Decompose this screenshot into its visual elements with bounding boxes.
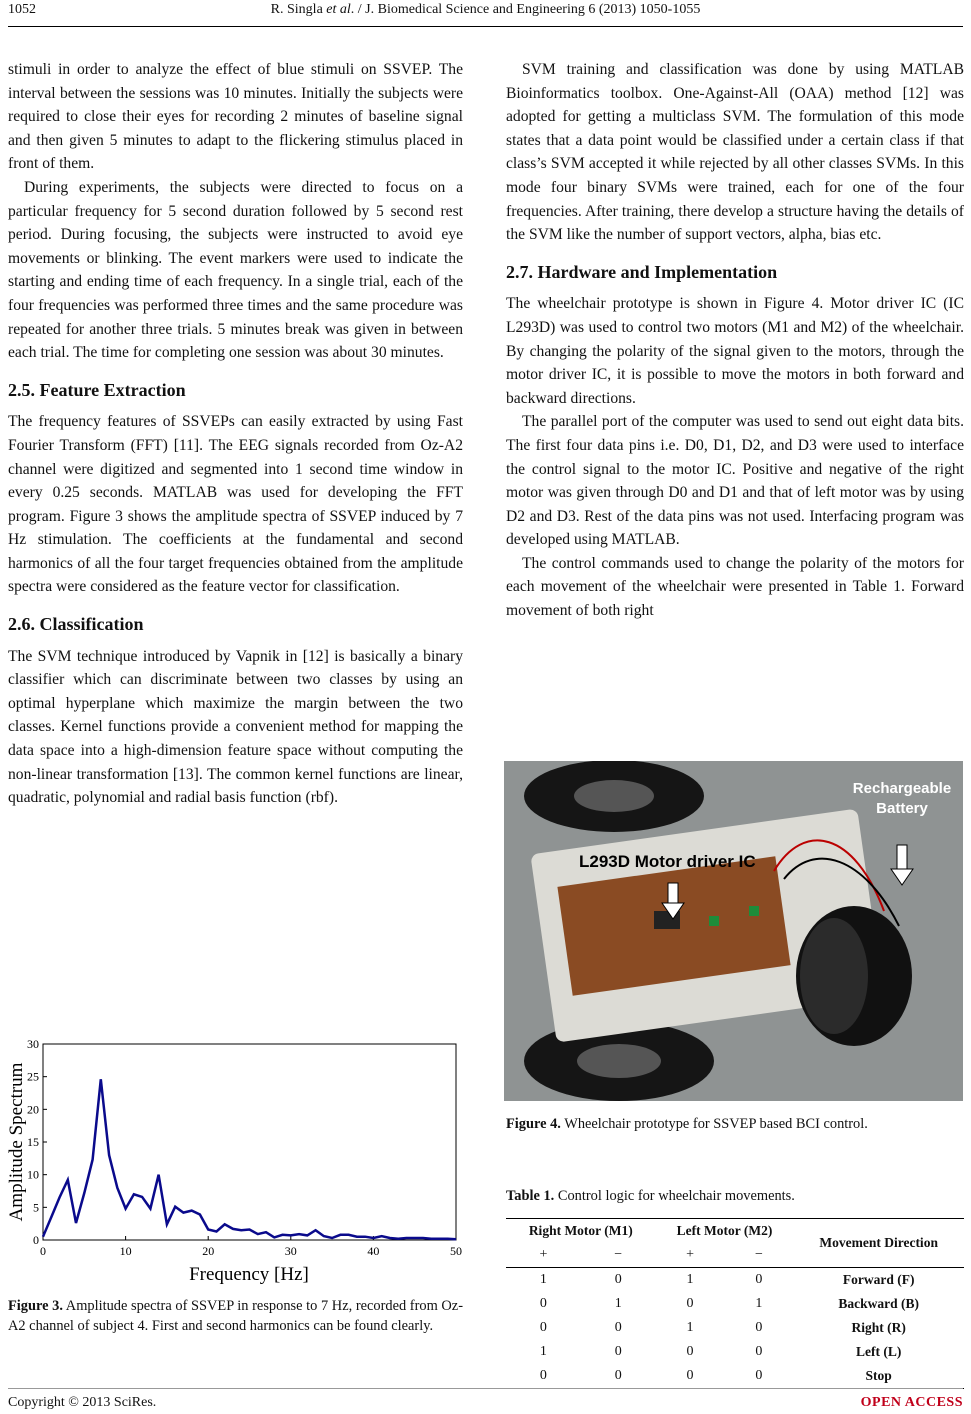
table-cell-direction: Forward (F) bbox=[842, 1272, 915, 1287]
table-cell: 0 bbox=[755, 1344, 763, 1359]
y-tick-label: 5 bbox=[33, 1200, 39, 1215]
header-rule bbox=[8, 26, 963, 27]
header-left-motor: Left Motor (M2) bbox=[656, 1219, 794, 1244]
table-row bbox=[506, 1268, 964, 1293]
table-1-caption bbox=[506, 1186, 795, 1206]
table-cell: 1 bbox=[539, 1344, 547, 1359]
series-line bbox=[43, 1079, 456, 1239]
footer-rule bbox=[8, 1388, 963, 1389]
table-cell: 0 bbox=[539, 1320, 547, 1335]
label-battery-1: Rechargeable bbox=[852, 780, 952, 797]
page-number: 1052 bbox=[8, 2, 36, 17]
caption-text: Amplitude spectra of SSVEP in response to 7 Hz, recorded from Oz-A2 channel of subject 4. First and second harmonics can be found clearly. bbox=[8, 1298, 463, 1334]
table-cell: 0 bbox=[656, 1364, 725, 1389]
header-movement-direction: Movement Direction bbox=[793, 1219, 964, 1268]
paragraph: SVM training and classification was done by using MATLAB Bioinformatics toolbox. One-Against-All (OAA) method [12] was adopted for getting a multiclass SVM. The formulation of this mode states that a data point would be classified under a certain class if that class’s SVM accepted it while rejected by all other classes SVMs. In this mode four binary SVMs were trained, each for one of the four frequencies. After training, there develop a structure having the details of the SVM like the number of support vectors, alpha, bias etc. bbox=[506, 61, 964, 244]
running-title bbox=[0, 2, 971, 18]
y-tick-label: 10 bbox=[27, 1167, 39, 1182]
table-cell-direction: Right (R) bbox=[851, 1320, 906, 1335]
figure-4-caption bbox=[506, 1114, 868, 1134]
x-tick-label: 10 bbox=[119, 1244, 132, 1258]
caption-label: Figure 4. bbox=[506, 1116, 561, 1132]
table-cell: 0 bbox=[724, 1364, 793, 1389]
table-cell-direction: Left (L) bbox=[855, 1344, 902, 1359]
section-heading: 2.7. Hardware and Implementation bbox=[506, 261, 778, 282]
amplitude-spectrum-chart bbox=[8, 1037, 463, 1289]
table-cell: 0 bbox=[614, 1272, 622, 1287]
header-polarity: + bbox=[506, 1243, 581, 1268]
x-tick-label: 0 bbox=[40, 1244, 46, 1258]
section-heading: 2.5. Feature Extraction bbox=[8, 379, 186, 400]
plot-frame bbox=[43, 1044, 456, 1240]
figure-3-caption bbox=[8, 1296, 463, 1336]
table-cell-direction: Stop bbox=[793, 1364, 964, 1389]
caption-label: Figure 3. bbox=[8, 1298, 63, 1314]
table-cell: 0 bbox=[614, 1320, 622, 1335]
y-tick-label: 25 bbox=[27, 1069, 39, 1084]
table-cell: 0 bbox=[539, 1296, 547, 1311]
table-cell: 1 bbox=[755, 1296, 763, 1311]
table-row bbox=[506, 1316, 964, 1340]
table-cell: 1 bbox=[539, 1272, 547, 1287]
y-tick-label: 0 bbox=[33, 1233, 39, 1247]
paragraph: During experiments, the subjects were directed to focus on a particular frequency for 5 second duration followed by 5 second rest period. During focusing, the subjects were instructed to avoid eye movements or blinking. The event markers were used to indicate the starting and ending time of each frequency. In a single trial, each of the four frequencies was performed three times and the same procedure was repeated for another three trials. 5 minutes break was given in between each trial. The time for completing one session was about 30 minutes. bbox=[8, 178, 463, 362]
x-axis-label: Frequency [Hz] bbox=[189, 1264, 309, 1285]
table-row bbox=[506, 1340, 964, 1364]
table-cell: 0 bbox=[755, 1272, 763, 1287]
copyright: Copyright © 2013 SciRes. bbox=[8, 1395, 157, 1410]
table-cell-direction: Backward (B) bbox=[838, 1296, 919, 1311]
paragraph: The parallel port of the computer was used to send out eight data bits. The first four data pins i.e. D0, D1, D2, and D3 were used to interface the control signal to the motor IC. Positive and negative of the right motor was given through D0 and D1 and that of left motor was by using D2 and D3. Rest of the data pins was not used. Interfacing program was developed using MATLAB. bbox=[506, 413, 964, 549]
paragraph: stimuli in order to analyze the effect of blue stimuli on SSVEP. The interval between the sessions was 10 minutes. Initially the subjects were required to close their eyes for recording 2 minutes of baseline signal and then given 5 minutes to adapt to the flickering stimulus placed in front of them. bbox=[8, 61, 463, 173]
open-access-badge: OPEN ACCESS bbox=[860, 1395, 963, 1410]
label-motor-driver-ic: L293D Motor driver IC bbox=[579, 852, 756, 871]
left-column bbox=[8, 58, 463, 810]
caption-label: Table 1. bbox=[506, 1188, 555, 1204]
wheelchair-photo bbox=[504, 761, 963, 1101]
table-row bbox=[506, 1292, 964, 1316]
y-tick-label: 15 bbox=[27, 1135, 39, 1149]
x-tick-label: 50 bbox=[450, 1244, 462, 1258]
table-cell: 0 bbox=[506, 1364, 581, 1389]
wheelchair-illustration bbox=[504, 761, 963, 1101]
figure-3-chart bbox=[8, 1037, 463, 1289]
y-tick-label: 30 bbox=[27, 1037, 39, 1051]
table-cell: 0 bbox=[614, 1344, 622, 1359]
table-row bbox=[506, 1364, 964, 1389]
y-tick-label: 20 bbox=[27, 1102, 39, 1117]
paragraph: The control commands used to change the polarity of the motors for each movement of the wheelchair were presented in Table 1. Forward movement of both right bbox=[506, 554, 964, 620]
section-heading: 2.6. Classification bbox=[8, 614, 144, 635]
paragraph: The frequency features of SSVEPs can easily extracted by using Fast Fourier Transform (FFT) [11]. The EEG signals recorded from Oz-A2 channel were digitized and segmented into 1 second time window in every 0.25 seconds. MATLAB was used for developing the FFT program. Figure 3 shows the amplitude spectra of SSVEP induced by 7 Hz stimulation. The coefficients at the fundamental and second harmonics of all the four target frequencies obtained from the amplitude spectra were considered as the feature vector for classification. bbox=[8, 413, 463, 596]
header-polarity: + bbox=[656, 1243, 725, 1268]
caption-text: Wheelchair prototype for SSVEP based BCI control. bbox=[564, 1116, 868, 1132]
header-right-motor: Right Motor (M1) bbox=[506, 1219, 656, 1244]
x-tick-label: 40 bbox=[367, 1244, 380, 1258]
running-title-author: R. Singla et al. / J. Biomedical Science and Engineering 6 (2013) 1050-1055 bbox=[270, 2, 701, 17]
x-tick-label: 30 bbox=[284, 1244, 297, 1258]
label-battery-2: Battery bbox=[876, 800, 928, 817]
table-cell: 1 bbox=[614, 1296, 622, 1311]
header-polarity: − bbox=[581, 1243, 656, 1268]
table-cell: 0 bbox=[686, 1344, 694, 1359]
y-axis-label: Amplitude Spectrum bbox=[8, 1062, 27, 1222]
paragraph: The SVM technique introduced by Vapnik in [12] is basically a binary classifier which can discriminate between two classes by using an optimal hyperplane which maximize the margin between the two classes. Kernel functions provide a convenient method for mapping the data space into a high-dimension feature space without computing the non-linear transformation [13]. The common kernel functions are linear, quadratic, polynomial and radial basis function (rbf). bbox=[8, 647, 463, 807]
header-polarity: − bbox=[724, 1243, 793, 1268]
paragraph: The wheelchair prototype is shown in Figure 4. Motor driver IC (IC L293D) was used to control two motors (M1 and M2) of the wheelchair. By changing the polarity of the signal given to the motors, through the motor driver IC, it is possible to move the motors in both forward and backward directions. bbox=[506, 295, 964, 407]
control-logic-table bbox=[506, 1218, 964, 1389]
table-cell: 0 bbox=[581, 1364, 656, 1389]
table-cell: 0 bbox=[686, 1296, 694, 1311]
table-cell: 1 bbox=[686, 1272, 694, 1287]
caption-text: Control logic for wheelchair movements. bbox=[557, 1188, 795, 1204]
right-column bbox=[506, 58, 964, 623]
x-tick-label: 20 bbox=[202, 1244, 215, 1258]
table-cell: 0 bbox=[755, 1320, 763, 1335]
table-cell: 1 bbox=[686, 1320, 694, 1335]
